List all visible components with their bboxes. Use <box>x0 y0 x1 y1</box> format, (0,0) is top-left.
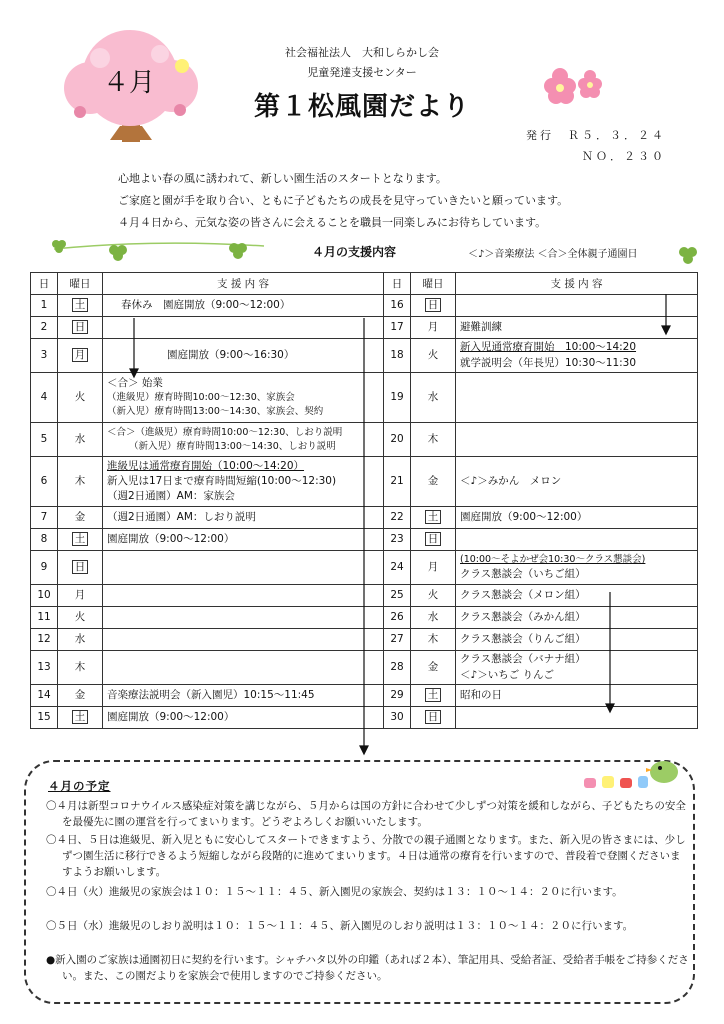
weekday-label: 水 <box>427 610 439 623</box>
content-cell <box>103 339 384 373</box>
table-row <box>31 507 698 529</box>
table-row <box>31 529 698 551</box>
weekday-cell <box>58 317 103 339</box>
day-cell: 11 <box>31 607 58 629</box>
weekday-cell <box>411 551 456 585</box>
col-weekday: 曜日 <box>58 273 103 295</box>
day-cell: 21 <box>384 457 411 507</box>
content-line: ＜合＞（進級児）療育時間10:00～12:30、しおり説明 <box>107 426 343 438</box>
weekday-label: 土 <box>72 710 89 725</box>
col-content: 支 援 内 容 <box>103 273 384 295</box>
issue-date: 発行 Ｒ５．３．２４ <box>526 129 666 142</box>
content-cell <box>456 529 698 551</box>
weekday-cell <box>411 629 456 651</box>
weekday-cell <box>411 529 456 551</box>
table-row <box>31 295 698 317</box>
content-line: 進級児は通常療育開始（10:00～14:20） <box>107 459 305 472</box>
weekday-label: 火 <box>427 588 439 601</box>
day-cell: 26 <box>384 607 411 629</box>
content-cell <box>456 295 698 317</box>
content-cell <box>103 317 384 339</box>
weekday-label: 日 <box>72 560 89 575</box>
day-cell: 30 <box>384 707 411 729</box>
issue-number: ＮＯ．２３０ <box>582 150 666 163</box>
day-cell: 9 <box>31 551 58 585</box>
day-cell: 5 <box>31 423 58 457</box>
content-cell <box>456 707 698 729</box>
content-cell <box>103 707 384 729</box>
content-cell <box>103 295 384 317</box>
content-line: （新入児）療育時間13:00～14:30、家族会、契約 <box>107 406 324 418</box>
content-line: 就学説明会（年長児）10:30～11:30 <box>460 356 637 369</box>
clover-decoration <box>44 234 274 264</box>
weekday-label: 月 <box>72 348 89 363</box>
table-row <box>31 685 698 707</box>
day-cell: 1 <box>31 295 58 317</box>
weekday-cell <box>411 457 456 507</box>
content-cell <box>103 629 384 651</box>
content-cell <box>456 317 698 339</box>
weekday-label: 火 <box>74 390 86 403</box>
content-line: （週2日通園）AM：家族会 <box>107 490 235 503</box>
content-cell <box>103 529 384 551</box>
weekday-label: 火 <box>427 348 439 361</box>
day-cell: 20 <box>384 423 411 457</box>
day-cell: 22 <box>384 507 411 529</box>
weekday-label: 月 <box>427 560 439 573</box>
content-cell <box>456 551 698 585</box>
day-cell: 18 <box>384 339 411 373</box>
weekday-cell <box>58 685 103 707</box>
weekday-label: 木 <box>74 474 86 487</box>
weekday-label: 土 <box>72 298 89 313</box>
content-line: 園庭開放（9:00～16:30） <box>167 348 295 361</box>
weekday-label: 金 <box>74 510 86 523</box>
day-cell: 19 <box>384 373 411 423</box>
note-item: 〇４月は新型コロナウイルス感染症対策を講じながら、５月からは国の方針に合わせて少しずつ対策を緩和しながら、子どもたちの安全を最優先に園の運営を行ってまいります。どうぞよろしくお願いいたします。 <box>46 800 686 828</box>
content-cell <box>456 373 698 423</box>
weekday-cell <box>58 629 103 651</box>
weekday-label: 木 <box>427 632 439 645</box>
table-header-row <box>31 273 698 295</box>
content-line: （新入児）療育時間13:00～14:30、しおり説明 <box>129 440 336 452</box>
content-cell <box>103 685 384 707</box>
content-cell <box>456 651 698 685</box>
weekday-label: 土 <box>425 510 442 525</box>
weekday-label: 金 <box>74 688 86 701</box>
org-name: 社会福祉法人 大和しらかし会 <box>285 46 439 59</box>
content-line: 避難訓練 <box>460 320 502 333</box>
weekday-label: 金 <box>427 660 439 673</box>
content-line: クラス懇談会（バナナ組） <box>460 653 586 666</box>
content-line: 昭和の日 <box>460 688 502 701</box>
content-line: 春休み 園庭開放（9:00～12:00） <box>121 298 291 311</box>
note-item: 〇５日（水）進級児のしおり説明は１０：１５～１１：４５、新入園児のしおり説明は１３：１０～１４：２０に行います。 <box>46 920 634 932</box>
weekday-cell <box>411 607 456 629</box>
day-cell: 23 <box>384 529 411 551</box>
content-line: (10:00～そよかぜ会10:30～クラス懇談会) <box>460 554 646 565</box>
day-cell: 12 <box>31 629 58 651</box>
col-content: 支 援 内 容 <box>456 273 698 295</box>
day-cell: 8 <box>31 529 58 551</box>
day-cell: 13 <box>31 651 58 685</box>
weekday-label: 火 <box>74 610 86 623</box>
weekday-cell <box>411 685 456 707</box>
weekday-cell <box>58 339 103 373</box>
weekday-cell <box>58 551 103 585</box>
note-item: 〇４日、５日は進級児、新入児ともに安心してスタートできますよう、分散での親子通園となります。また、新入児の皆さまには、少しずつ園生活に移行できるよう短縮しながら段階的に進めてまいります。４日は通常の療育を行いますので、普段着で登園くださいますようお願いします。 <box>46 834 686 878</box>
day-cell: 2 <box>31 317 58 339</box>
weekday-cell <box>58 457 103 507</box>
day-cell: 6 <box>31 457 58 507</box>
content-cell <box>103 423 384 457</box>
content-cell <box>456 507 698 529</box>
weekday-label: 月 <box>427 320 439 333</box>
weekday-label: 木 <box>427 432 439 445</box>
weekday-label: 水 <box>74 632 86 645</box>
weekday-label: 水 <box>427 390 439 403</box>
content-line: ＜♪＞みかん メロン <box>460 474 562 487</box>
content-line: 新入児は17日まで療育時間短縮(10:00～12:30) <box>107 474 337 487</box>
clover-icon <box>676 244 702 268</box>
weekday-cell <box>58 295 103 317</box>
weekday-cell <box>411 707 456 729</box>
newsletter-title: 第１松風園だより <box>253 92 470 122</box>
intro-line-2: ご家庭と園が手を取り合い、ともに子どもたちの成長を見守っていきたいと願っています。 <box>118 194 569 207</box>
content-cell <box>456 423 698 457</box>
table-row <box>31 317 698 339</box>
note-item: ●新入園のご家族は通園初日に契約を行います。シャチハタ以外の印鑑（あれば２本）、筆記用具、受給者証、受給者手帳をご持参ください。また、この園だよりを家族会で使用しますのでご持参ください。 <box>46 954 689 982</box>
table-row <box>31 585 698 607</box>
weekday-cell <box>411 507 456 529</box>
weekday-label: 木 <box>74 660 86 673</box>
content-cell <box>456 685 698 707</box>
weekday-cell <box>58 607 103 629</box>
table-row <box>31 373 698 423</box>
day-cell: 25 <box>384 585 411 607</box>
day-cell: 16 <box>384 295 411 317</box>
day-cell: 17 <box>384 317 411 339</box>
weekday-label: 日 <box>425 298 442 313</box>
content-line: 音楽療法説明会（新入園児）10:15～11:45 <box>107 688 315 701</box>
weekday-cell <box>58 507 103 529</box>
content-cell <box>103 651 384 685</box>
weekday-cell <box>411 339 456 373</box>
content-line: ＜合＞ 始業 <box>107 377 163 390</box>
table-row <box>31 651 698 685</box>
weekday-cell <box>411 651 456 685</box>
content-cell <box>103 507 384 529</box>
center-name: 児童発達支援センター <box>307 66 417 79</box>
weekday-label: 土 <box>425 688 442 703</box>
weekday-cell <box>411 295 456 317</box>
weekday-cell <box>58 585 103 607</box>
weekday-label: 土 <box>72 532 89 547</box>
content-line: 新入児通常療育開始 10:00～14:20 <box>460 341 637 354</box>
weekday-label: 水 <box>74 432 86 445</box>
content-line: クラス懇談会（いちご組） <box>460 567 586 580</box>
content-line: （進級児）療育時間10:00～12:30、家族会 <box>107 392 295 404</box>
content-line: クラス懇談会（みかん組） <box>460 610 586 623</box>
content-cell <box>103 585 384 607</box>
content-cell <box>103 457 384 507</box>
content-line: （週2日通園）AM：しおり説明 <box>107 510 256 523</box>
intro-line-1: 心地よい春の風に誘われて、新しい園生活のスタートとなります。 <box>118 172 447 185</box>
content-cell <box>456 339 698 373</box>
day-cell: 14 <box>31 685 58 707</box>
weekday-cell <box>411 373 456 423</box>
content-cell <box>456 629 698 651</box>
day-cell: 27 <box>384 629 411 651</box>
day-cell: 15 <box>31 707 58 729</box>
weekday-cell <box>58 707 103 729</box>
col-weekday: 曜日 <box>411 273 456 295</box>
day-cell: 29 <box>384 685 411 707</box>
content-line: 園庭開放（9:00～12:00） <box>460 510 588 523</box>
content-line: 園庭開放（9:00～12:00） <box>107 710 235 723</box>
content-cell <box>456 457 698 507</box>
day-cell: 7 <box>31 507 58 529</box>
schedule-legend: ＜♪＞音楽療法 ＜合＞全体親子通園日 <box>468 249 638 260</box>
weekday-label: 金 <box>427 474 439 487</box>
table-row <box>31 457 698 507</box>
note-item: 〇４日（火）進級児の家族会は１０：１５～１１：４５、新入園児の家族会、契約は１３：１０～１４：２０に行います。 <box>46 886 623 898</box>
weekday-cell <box>58 373 103 423</box>
month-badge: ４月 <box>103 68 156 98</box>
weekday-cell <box>411 423 456 457</box>
weekday-cell <box>411 585 456 607</box>
weekday-cell <box>58 423 103 457</box>
content-cell <box>456 585 698 607</box>
day-cell: 28 <box>384 651 411 685</box>
content-line: クラス懇談会（りんご組） <box>460 632 586 645</box>
weekday-cell <box>58 529 103 551</box>
table-row <box>31 423 698 457</box>
col-day: 日 <box>384 273 411 295</box>
col-day: 日 <box>31 273 58 295</box>
day-cell: 24 <box>384 551 411 585</box>
schedule-table <box>30 272 698 729</box>
weekday-label: 日 <box>425 710 442 725</box>
content-cell <box>456 607 698 629</box>
weekday-label: 日 <box>425 532 442 547</box>
content-cell <box>103 373 384 423</box>
weekday-cell <box>411 317 456 339</box>
content-line: ＜♪＞いちご りんご <box>460 668 555 681</box>
day-cell: 4 <box>31 373 58 423</box>
weekday-cell <box>58 651 103 685</box>
weekday-label: 月 <box>74 588 86 601</box>
table-row <box>31 629 698 651</box>
content-cell <box>103 551 384 585</box>
birds-flowers-illustration <box>576 758 686 794</box>
table-row <box>31 607 698 629</box>
weekday-label: 日 <box>72 320 89 335</box>
table-row <box>31 707 698 729</box>
content-line: クラス懇談会（メロン組） <box>460 588 586 601</box>
day-cell: 3 <box>31 339 58 373</box>
schedule-title: ４月の支援内容 <box>312 245 397 259</box>
notes-title: ４月の予定 <box>48 779 111 793</box>
day-cell: 10 <box>31 585 58 607</box>
intro-line-3: ４月４日から、元気な姿の皆さんに会えることを職員一同楽しみにお待ちしています。 <box>118 216 547 229</box>
content-cell <box>103 607 384 629</box>
content-line: 園庭開放（9:00～12:00） <box>107 532 235 545</box>
table-row <box>31 551 698 585</box>
table-row <box>31 339 698 373</box>
